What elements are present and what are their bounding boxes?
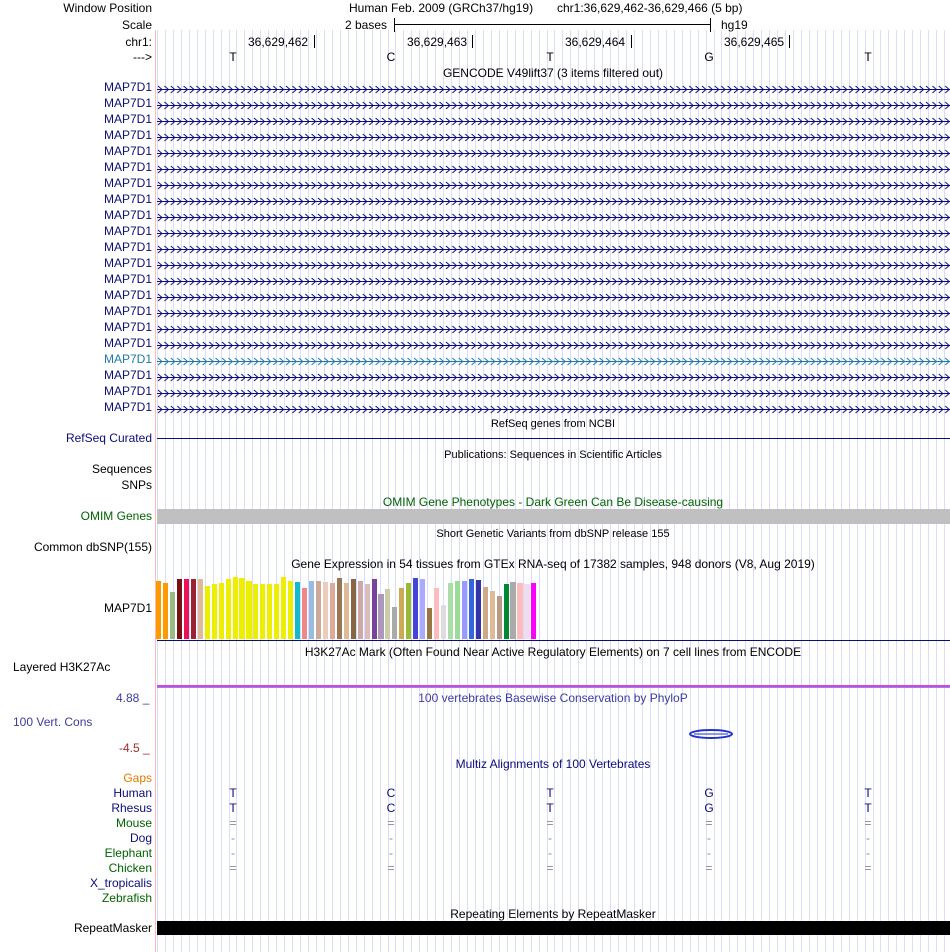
- coord-tick: [314, 35, 315, 48]
- multiz-track-title[interactable]: Multiz Alignments of 100 Vertebrates: [455, 757, 651, 771]
- scale-text: 2 bases: [345, 18, 388, 32]
- multiz-base: G: [704, 801, 714, 815]
- gtex-tissue-bar[interactable]: [441, 605, 446, 639]
- multiz-base: C: [386, 786, 396, 800]
- position-text: chr1:36,629,462-36,629,466 (5 bp): [557, 1, 743, 15]
- gtex-expression-chart[interactable]: [156, 572, 556, 639]
- gtex-tissue-bar[interactable]: [504, 584, 509, 639]
- h3k27ac-track-title[interactable]: H3K27Ac Mark (Often Found Near Active Regulatory Elements) on 7 cell lines from ENCODE: [304, 645, 802, 659]
- gtex-tissue-bar[interactable]: [372, 579, 377, 639]
- gencode-transcript-line[interactable]: [157, 307, 950, 316]
- gtex-tissue-bar[interactable]: [170, 592, 175, 639]
- gencode-transcript-line[interactable]: [157, 403, 950, 412]
- multiz-base: G: [704, 786, 714, 800]
- gencode-transcript-line[interactable]: [157, 323, 950, 332]
- multiz-base: =: [705, 816, 713, 830]
- gtex-tissue-bar[interactable]: [184, 579, 189, 639]
- multiz-species-label[interactable]: Chicken: [108, 861, 152, 875]
- gtex-tissue-bar[interactable]: [427, 608, 432, 639]
- gtex-tissue-bar[interactable]: [205, 586, 210, 639]
- multiz-species-label[interactable]: Dog: [129, 831, 152, 845]
- gtex-tissue-bar[interactable]: [517, 583, 522, 639]
- base-letter: T: [229, 50, 237, 64]
- gencode-transcript-label[interactable]: MAP7D1: [103, 320, 152, 334]
- omim-track-title[interactable]: OMIM Gene Phenotypes - Dark Green Can Be Disease-causing: [382, 495, 724, 509]
- cons-track-label[interactable]: 100 Vert. Cons: [13, 715, 93, 729]
- gencode-transcript-line[interactable]: [157, 131, 950, 140]
- gencode-transcript-line[interactable]: [157, 163, 950, 172]
- multiz-base: -: [707, 846, 711, 860]
- gtex-tissue-bar[interactable]: [316, 581, 321, 639]
- omim-track-label[interactable]: OMIM Genes: [80, 509, 152, 523]
- cons-signal[interactable]: [688, 728, 734, 740]
- gencode-transcript-label[interactable]: MAP7D1: [103, 224, 152, 238]
- strand-label: --->: [133, 50, 152, 64]
- gencode-transcript-label[interactable]: MAP7D1: [103, 336, 152, 350]
- gtex-tissue-bar[interactable]: [239, 578, 244, 639]
- gencode-transcript-label[interactable]: MAP7D1: [103, 368, 152, 382]
- multiz-base: =: [864, 816, 872, 830]
- gencode-transcript-line[interactable]: [157, 147, 950, 156]
- assembly-title: Human Feb. 2009 (GRCh37/hg19): [349, 1, 534, 15]
- gtex-tissue-bar[interactable]: [156, 581, 161, 639]
- gencode-transcript-label[interactable]: MAP7D1: [103, 352, 152, 366]
- gtex-tissue-bar[interactable]: [524, 584, 529, 639]
- repeatmasker-track-label[interactable]: RepeatMasker: [73, 921, 152, 935]
- gencode-transcript-line[interactable]: [157, 275, 950, 284]
- gencode-track-title[interactable]: GENCODE V49lift37 (3 items filtered out): [442, 66, 664, 80]
- multiz-base: T: [229, 786, 237, 800]
- gencode-transcript-line[interactable]: [157, 227, 950, 236]
- gtex-tissue-bar[interactable]: [253, 584, 258, 639]
- scale-bar: [394, 24, 711, 25]
- gtex-tissue-bar[interactable]: [274, 584, 279, 639]
- multiz-base: =: [864, 861, 872, 875]
- multiz-base: -: [866, 831, 870, 845]
- scale-bar-right-tick: [710, 18, 711, 32]
- gtex-tissue-bar[interactable]: [198, 579, 203, 639]
- base-letter: T: [864, 50, 872, 64]
- gtex-tissue-bar[interactable]: [267, 584, 272, 639]
- gencode-transcript-label[interactable]: MAP7D1: [103, 176, 152, 190]
- gtex-tissue-bar[interactable]: [378, 594, 383, 639]
- h3k27ac-track-label[interactable]: Layered H3K27Ac: [13, 660, 111, 674]
- gtex-baseline: [157, 640, 950, 641]
- cons-max-label: 4.88 _: [116, 691, 150, 705]
- refseq-gene-line[interactable]: [157, 438, 950, 439]
- multiz-base: =: [546, 861, 554, 875]
- cons-min-label: -4.5 _: [119, 741, 150, 755]
- coord-label: 36,629,464: [565, 35, 626, 49]
- gencode-transcript-line[interactable]: [157, 179, 950, 188]
- multiz-base: =: [387, 816, 395, 830]
- gtex-tissue-bar[interactable]: [434, 588, 439, 639]
- gtex-tissue-bar[interactable]: [365, 584, 370, 639]
- gencode-transcript-line[interactable]: [157, 99, 950, 108]
- multiz-base: T: [546, 786, 554, 800]
- multiz-species-label[interactable]: Mouse: [115, 816, 152, 830]
- gencode-transcript-label[interactable]: MAP7D1: [103, 304, 152, 318]
- window-position-label: Window Position: [63, 1, 152, 15]
- multiz-base: T: [864, 801, 872, 815]
- gencode-transcript-label[interactable]: MAP7D1: [103, 240, 152, 254]
- gencode-transcript-line[interactable]: [157, 355, 950, 364]
- refseq-track-title[interactable]: RefSeq genes from NCBI: [490, 418, 616, 430]
- gtex-tissue-bar[interactable]: [385, 589, 390, 639]
- multiz-base: =: [229, 816, 237, 830]
- gencode-transcript-line[interactable]: [157, 339, 950, 348]
- multiz-base: =: [229, 861, 237, 875]
- gtex-tissue-bar[interactable]: [337, 578, 342, 639]
- multiz-base: T: [864, 786, 872, 800]
- gtex-tissue-bar[interactable]: [420, 579, 425, 639]
- multiz-base: C: [386, 801, 396, 815]
- scale-bar-left-tick: [394, 18, 395, 32]
- gtex-tissue-bar[interactable]: [510, 582, 515, 639]
- base-letter: T: [546, 50, 554, 64]
- gtex-tissue-bar[interactable]: [497, 596, 502, 639]
- gtex-tissue-bar[interactable]: [392, 607, 397, 639]
- gtex-tissue-bar[interactable]: [344, 583, 349, 639]
- multiz-base: =: [546, 816, 554, 830]
- gtex-tissue-bar[interactable]: [163, 583, 168, 639]
- multiz-base: T: [229, 801, 237, 815]
- dbsnp-track-title[interactable]: Short Genetic Variants from dbSNP release 155: [436, 528, 670, 540]
- gencode-transcript-line[interactable]: [157, 243, 950, 252]
- gencode-transcript-label[interactable]: MAP7D1: [103, 208, 152, 222]
- multiz-species-label[interactable]: Zebrafish: [101, 891, 152, 905]
- omim-gene-bar[interactable]: [157, 509, 950, 524]
- scale-label: Scale: [121, 18, 152, 32]
- publications-track-label[interactable]: Sequences: [91, 462, 152, 476]
- gencode-transcript-label[interactable]: MAP7D1: [103, 160, 152, 174]
- coord-tick: [472, 35, 473, 48]
- gtex-tissue-bar[interactable]: [406, 583, 411, 639]
- gtex-tissue-bar[interactable]: [469, 579, 474, 639]
- gencode-transcript-line[interactable]: [157, 387, 950, 396]
- gencode-transcript-line[interactable]: [157, 115, 950, 124]
- gencode-transcript-label[interactable]: MAP7D1: [103, 384, 152, 398]
- gencode-transcript-label[interactable]: MAP7D1: [103, 288, 152, 302]
- multiz-species-label[interactable]: X_tropicalis: [89, 876, 152, 890]
- gtex-tissue-bar[interactable]: [226, 579, 231, 639]
- gtex-tissue-bar[interactable]: [295, 582, 300, 639]
- gtex-track-label[interactable]: MAP7D1: [103, 601, 152, 615]
- gtex-tissue-bar[interactable]: [448, 583, 453, 639]
- gencode-transcript-label[interactable]: MAP7D1: [103, 272, 152, 286]
- gtex-tissue-bar[interactable]: [191, 579, 196, 639]
- gtex-tissue-bar[interactable]: [323, 582, 328, 639]
- gtex-tissue-bar[interactable]: [462, 581, 467, 639]
- gencode-transcript-label[interactable]: MAP7D1: [103, 128, 152, 142]
- multiz-base: -: [866, 846, 870, 860]
- multiz-species-label[interactable]: Elephant: [104, 846, 152, 860]
- label-separator: [155, 30, 156, 952]
- gtex-tissue-bar[interactable]: [358, 581, 363, 639]
- multiz-base: T: [546, 801, 554, 815]
- multiz-base: -: [231, 846, 235, 860]
- gencode-transcript-label[interactable]: MAP7D1: [103, 144, 152, 158]
- gtex-tissue-bar[interactable]: [260, 584, 265, 639]
- gencode-transcript-label[interactable]: MAP7D1: [103, 112, 152, 126]
- gtex-tissue-bar[interactable]: [281, 577, 286, 639]
- coord-tick: [789, 35, 790, 48]
- db-label: hg19: [721, 18, 748, 32]
- coord-tick: [631, 35, 632, 48]
- snps-track-label[interactable]: SNPs: [121, 478, 152, 492]
- gtex-tissue-bar[interactable]: [413, 578, 418, 639]
- coord-label: 36,629,462: [248, 35, 309, 49]
- gtex-tissue-bar[interactable]: [302, 588, 307, 639]
- gencode-transcript-line[interactable]: [157, 259, 950, 268]
- multiz-base: -: [548, 831, 552, 845]
- dbsnp-track-label[interactable]: Common dbSNP(155): [33, 540, 152, 554]
- multiz-base: -: [548, 846, 552, 860]
- gencode-transcript-line[interactable]: [157, 83, 950, 92]
- gtex-tissue-bar[interactable]: [490, 591, 495, 639]
- refseq-track-label[interactable]: RefSeq Curated: [65, 431, 152, 445]
- gtex-tissue-bar[interactable]: [531, 583, 536, 639]
- base-letter: G: [704, 50, 714, 64]
- chrom-label: chr1:: [125, 35, 152, 49]
- cons-track-title[interactable]: 100 vertebrates Basewise Conservation by PhyloP: [418, 691, 688, 705]
- gencode-transcript-line[interactable]: [157, 195, 950, 204]
- base-letter: C: [386, 50, 396, 64]
- multiz-base: -: [389, 831, 393, 845]
- gtex-tissue-bar[interactable]: [219, 583, 224, 639]
- gtex-tissue-bar[interactable]: [455, 581, 460, 639]
- gtex-tissue-bar[interactable]: [399, 588, 404, 639]
- publications-track-title[interactable]: Publications: Sequences in Scientific Articles: [444, 449, 662, 461]
- repeatmasker-track-title[interactable]: Repeating Elements by RepeatMasker: [450, 907, 656, 921]
- gtex-tissue-bar[interactable]: [288, 581, 293, 639]
- multiz-base: -: [389, 846, 393, 860]
- gtex-tissue-bar[interactable]: [483, 587, 488, 639]
- gencode-transcript-line[interactable]: [157, 291, 950, 300]
- gencode-transcript-label[interactable]: MAP7D1: [103, 192, 152, 206]
- gtex-tissue-bar[interactable]: [246, 581, 251, 639]
- repeatmasker-element-bar[interactable]: [157, 921, 950, 935]
- gtex-tissue-bar[interactable]: [233, 577, 238, 639]
- multiz-species-label[interactable]: Gaps: [123, 771, 152, 785]
- multiz-base: -: [231, 831, 235, 845]
- gtex-tissue-bar[interactable]: [351, 579, 356, 639]
- coord-label: 36,629,465: [724, 35, 785, 49]
- gencode-transcript-label[interactable]: MAP7D1: [103, 80, 152, 94]
- gencode-transcript-label[interactable]: MAP7D1: [103, 256, 152, 270]
- gencode-transcript-label[interactable]: MAP7D1: [103, 96, 152, 110]
- gtex-tissue-bar[interactable]: [212, 584, 217, 639]
- multiz-base: -: [707, 831, 711, 845]
- gencode-transcript-label[interactable]: MAP7D1: [103, 400, 152, 414]
- coord-label: 36,629,463: [407, 35, 468, 49]
- gtex-tissue-bar[interactable]: [330, 583, 335, 639]
- gencode-transcript-line[interactable]: [157, 211, 950, 220]
- multiz-species-label[interactable]: Rhesus: [111, 801, 152, 815]
- gtex-tissue-bar[interactable]: [476, 580, 481, 639]
- gtex-tissue-bar[interactable]: [309, 581, 314, 639]
- multiz-base: =: [705, 861, 713, 875]
- gtex-tissue-bar[interactable]: [177, 579, 182, 639]
- multiz-species-label[interactable]: Human: [113, 786, 152, 800]
- h3k27ac-signal-line-2: [157, 687, 950, 688]
- gencode-transcript-line[interactable]: [157, 371, 950, 380]
- multiz-base: =: [387, 861, 395, 875]
- gtex-track-title[interactable]: Gene Expression in 54 tissues from GTEx RNA-seq of 17382 samples, 948 donors (V8, Aug 2019): [291, 557, 815, 571]
